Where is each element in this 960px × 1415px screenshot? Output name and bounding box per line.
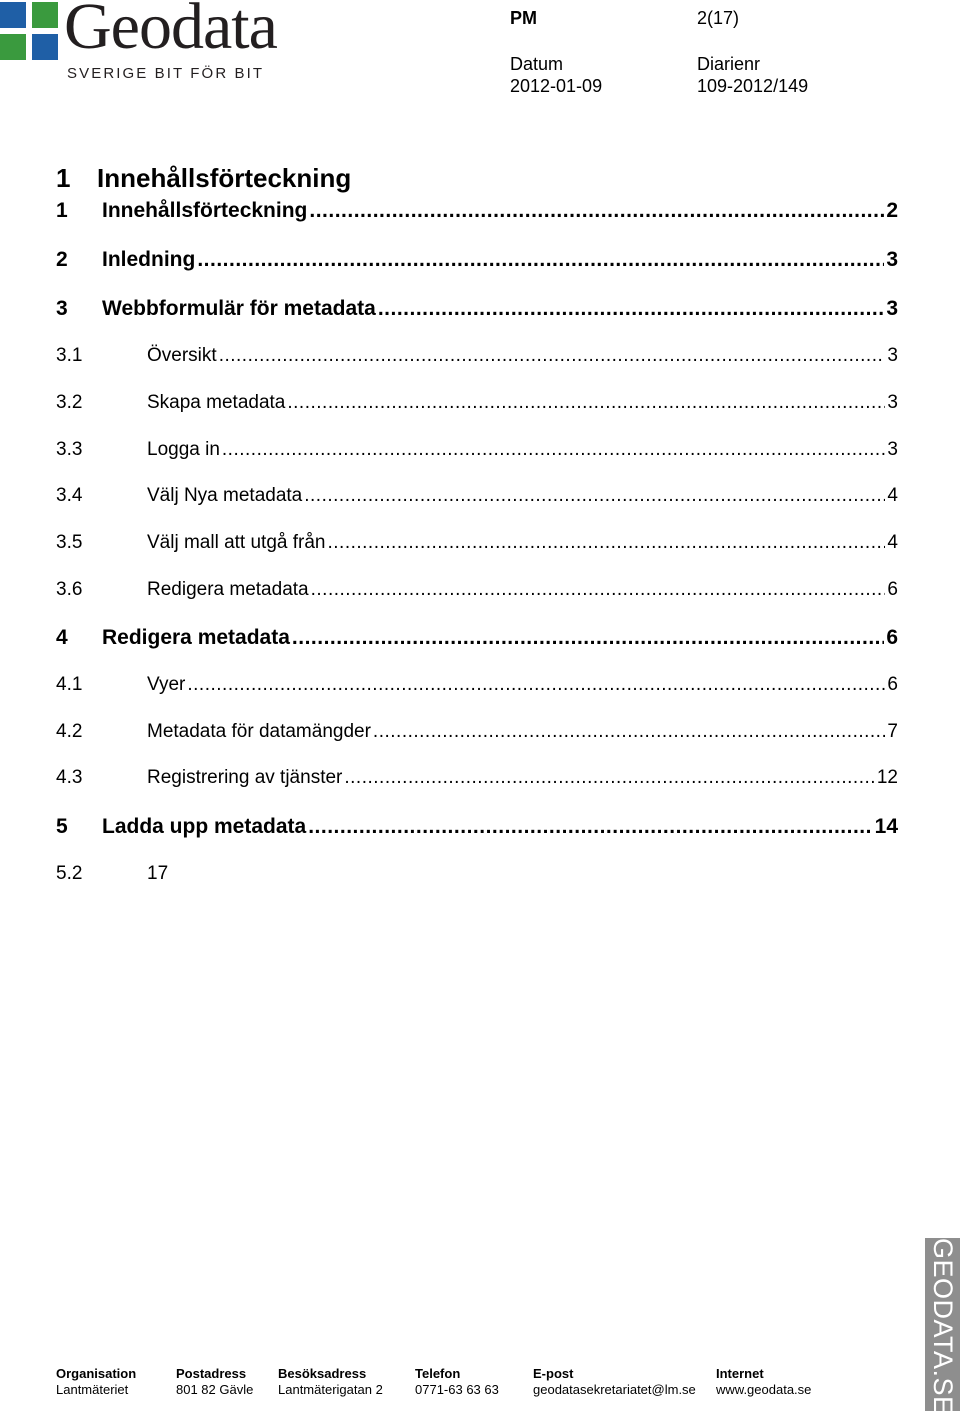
side-badge-text: GEODATA.SE <box>928 1238 958 1415</box>
toc-entry-number: 3 <box>56 297 68 320</box>
toc-heading-text: Innehållsförteckning <box>97 163 352 193</box>
toc-entry-label: Vyer <box>147 674 186 695</box>
footer-value: Lantmäterigatan 2 <box>278 1382 383 1397</box>
toc-entry-number: 4 <box>56 626 68 649</box>
footer-value: Lantmäteriet <box>56 1382 129 1397</box>
toc-entry[interactable] <box>56 199 898 225</box>
logo-tagline: SVERIGE BIT FÖR BIT <box>67 65 265 82</box>
footer-organisation <box>56 1366 136 1398</box>
footer-heading: Postadress <box>176 1366 247 1381</box>
toc-entry-label: 17 <box>147 863 169 884</box>
toc-entry-page: 4 <box>887 532 898 553</box>
toc-heading <box>56 163 351 194</box>
geodata-side-badge <box>925 1238 960 1415</box>
toc-entry-number: 5 <box>56 815 68 838</box>
toc-entry[interactable] <box>56 863 898 889</box>
footer-email <box>533 1366 696 1398</box>
toc-entry-label: Skapa metadata <box>147 392 286 413</box>
footer-postal-address <box>176 1366 253 1398</box>
toc-leader <box>373 721 886 743</box>
footer-visiting-address <box>278 1366 383 1398</box>
document-type: PM <box>510 8 537 28</box>
toc-leader <box>197 248 884 272</box>
toc-entry[interactable] <box>56 579 898 605</box>
footer-email-link[interactable]: geodatasekretariatet@lm.se <box>533 1382 696 1397</box>
toc-leader <box>327 532 885 554</box>
toc-entry-number: 5.2 <box>56 863 83 884</box>
toc-entry-label: Metadata för datamängder <box>147 721 371 742</box>
toc-entry-label: Välj Nya metadata <box>147 485 303 506</box>
toc-leader <box>222 439 886 461</box>
logo-wordmark: Geodata <box>64 0 277 63</box>
toc-entry-label: Inledning <box>102 248 196 271</box>
footer-value: 0771-63 63 63 <box>415 1382 499 1397</box>
toc-leader <box>308 815 872 839</box>
footer-heading: Organisation <box>56 1366 137 1381</box>
toc-entry[interactable] <box>56 674 898 700</box>
toc-entry-number: 4.3 <box>56 767 83 788</box>
toc-entry[interactable] <box>56 485 898 511</box>
toc-entry-page: 6 <box>887 674 898 695</box>
page-indicator: 2(17) <box>697 8 740 28</box>
toc-leader <box>344 767 874 789</box>
toc-entry[interactable] <box>56 767 898 793</box>
footer-heading: Besöksadress <box>278 1366 367 1381</box>
toc-entry[interactable] <box>56 297 898 323</box>
toc-entry-number: 3.6 <box>56 579 83 600</box>
toc-entry-label: Översikt <box>147 345 217 366</box>
toc-leader <box>309 199 884 223</box>
toc-entry[interactable] <box>56 532 898 558</box>
toc-entry[interactable] <box>56 392 898 418</box>
toc-entry-page: 12 <box>876 767 898 788</box>
registration-value: 109-2012/149 <box>697 76 809 96</box>
toc-entry-label: Välj mall att utgå från <box>147 532 326 553</box>
toc-entry-label: Redigera metadata <box>147 579 309 600</box>
date-label: Datum <box>510 54 564 74</box>
toc-entry-page: 3 <box>887 345 898 366</box>
toc-entry-label: Innehållsförteckning <box>102 199 308 222</box>
date-value: 2012-01-09 <box>510 76 603 96</box>
toc-entry[interactable] <box>56 626 898 652</box>
toc-entry-label: Redigera metadata <box>102 626 290 649</box>
toc-entry-number: 3.2 <box>56 392 83 413</box>
toc-entry-number: 2 <box>56 248 68 271</box>
toc-entry-page: 14 <box>874 815 898 838</box>
footer-website-link[interactable]: www.geodata.se <box>716 1382 812 1397</box>
toc-leader <box>304 485 885 507</box>
toc-entry-page: 4 <box>887 485 898 506</box>
toc-entry-number: 1 <box>56 199 68 222</box>
toc-entry-page: 2 <box>886 199 898 222</box>
toc-entry-label: Registrering av tjänster <box>147 767 343 788</box>
toc-entry[interactable] <box>56 815 898 841</box>
geodata-cross-icon <box>0 2 58 60</box>
toc-entry[interactable] <box>56 721 898 747</box>
toc-entry-page: 3 <box>887 439 898 460</box>
registration-label: Diarienr <box>697 54 761 74</box>
geodata-logo <box>0 0 320 90</box>
toc-entry-page: 6 <box>887 579 898 600</box>
toc-entry-page: 3 <box>886 297 898 320</box>
toc-entry-label: Ladda upp metadata <box>102 815 307 838</box>
footer-phone <box>415 1366 499 1398</box>
toc-entry-page: 7 <box>887 721 898 742</box>
toc-entry-page: 3 <box>886 248 898 271</box>
toc-entry-page: 6 <box>886 626 898 649</box>
toc-entry-label: Logga in <box>147 439 220 460</box>
toc-leader <box>378 297 884 321</box>
toc-leader <box>287 392 885 414</box>
toc-entry-page: 3 <box>887 392 898 413</box>
toc-leader <box>311 579 886 601</box>
toc-entry-number: 3.3 <box>56 439 83 460</box>
toc-entry-label: Webbformulär för metadata <box>102 297 376 320</box>
toc-leader <box>219 345 886 367</box>
toc-entry-number: 3.5 <box>56 532 83 553</box>
footer-internet <box>716 1366 811 1398</box>
toc-entry-number: 3.1 <box>56 345 83 366</box>
toc-heading-number: 1 <box>56 163 71 193</box>
toc-entry[interactable] <box>56 345 898 371</box>
toc-leader <box>292 626 884 650</box>
footer-value: 801 82 Gävle <box>176 1382 254 1397</box>
footer-heading: E-post <box>533 1366 574 1381</box>
toc-entry-number: 4.1 <box>56 674 83 695</box>
footer-heading: Internet <box>716 1366 764 1381</box>
toc-entry[interactable] <box>56 439 898 465</box>
toc-entry[interactable] <box>56 248 898 274</box>
footer-heading: Telefon <box>415 1366 461 1381</box>
toc-leader <box>187 674 885 696</box>
toc-entry-number: 4.2 <box>56 721 83 742</box>
toc-entry-number: 3.4 <box>56 485 83 506</box>
